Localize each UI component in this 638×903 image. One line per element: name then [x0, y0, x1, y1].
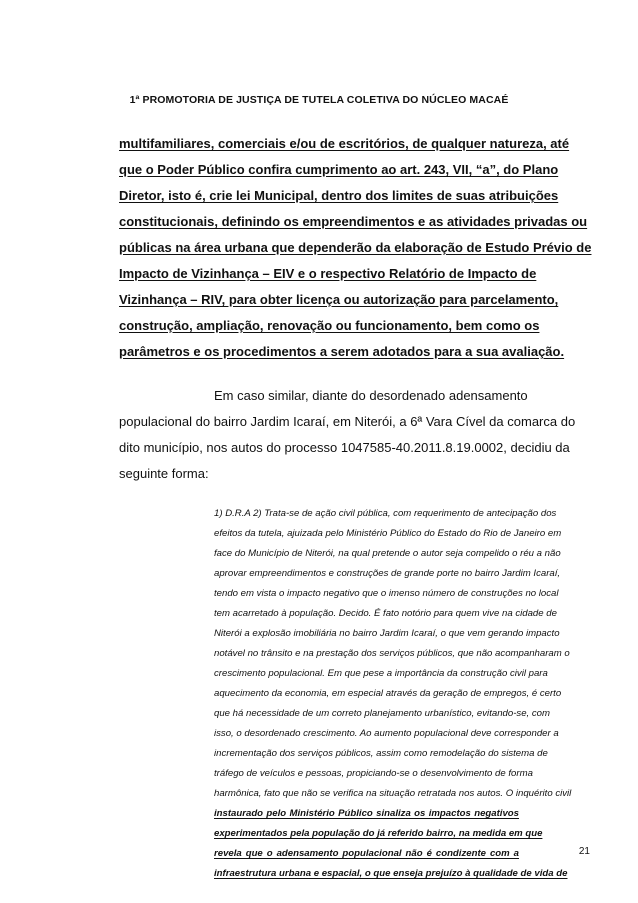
- quote-line-emphasis: instaurado pelo Ministério Público sinaliza os impactos negativos: [214, 808, 519, 819]
- text-line: seguinte forma:: [119, 466, 209, 481]
- quote-line: crescimento populacional. Em que pese a importância da construção civil para: [214, 668, 548, 679]
- page-header: 1ª PROMOTORIA DE JUSTIÇA DE TUTELA COLETIVA DO NÚCLEO MACAÉ: [129, 94, 509, 106]
- quote-line: face do Município de Niterói, na qual pretende o autor seja compelido o réu a não: [214, 548, 561, 559]
- quote-line: aquecimento da economia, em especial através da geração de empregos, é certo: [214, 688, 562, 699]
- text-line: que o Poder Público confira cumprimento ao art. 243, VII, “a”, do Plano: [119, 162, 559, 177]
- quote-line-emphasis: experimentados pela população do já referido bairro, na medida em que: [214, 828, 543, 839]
- quote-line: Niterói a explosão imobiliária no bairro Jardim Icaraí, o que vem gerando impacto: [214, 628, 560, 639]
- text-line: Vizinhança – RIV, para obter licença ou autorização para parcelamento,: [119, 292, 559, 307]
- quote-line-emphasis: revela que o adensamento populacional não é condizente com a: [214, 848, 519, 859]
- quote-line: 1) D.R.A 2) Trata-se de ação civil pública, com requerimento de antecipação dos: [214, 508, 557, 519]
- text-line: Impacto de Vizinhança – EIV e o respectivo Relatório de Impacto de: [119, 266, 537, 281]
- quote-line: que há necessidade de um correto planejamento urbanístico, evitando-se, com: [214, 708, 550, 719]
- quote-line: tendo em vista o impacto negativo que o imenso número de construções no local: [214, 588, 559, 599]
- text-line: Diretor, isto é, crie lei Municipal, dentro dos limites de suas atribuições: [119, 188, 559, 203]
- quote-line: incrementação dos serviços públicos, assim como remodelação do sistema de: [214, 748, 548, 759]
- quote-line: aprovar empreendimentos e construções de grande porte no bairro Jardim Icaraí,: [214, 568, 561, 579]
- text-line: públicas na área urbana que dependerão da elaboração de Estudo Prévio de: [119, 240, 592, 255]
- text-line: populacional do bairro Jardim Icaraí, em Niterói, a 6ª Vara Cível da comarca do: [119, 414, 576, 429]
- text-line: construção, ampliação, renovação ou funcionamento, bem como os: [119, 318, 540, 333]
- text-line: Em caso similar, diante do desordenado adensamento: [214, 388, 528, 403]
- text-line: multifamiliares, comerciais e/ou de escritórios, de qualquer natureza, até: [119, 136, 570, 151]
- page-number: 21: [578, 846, 590, 857]
- quote-line: tráfego de veículos e pessoas, propiciando-se o desenvolvimento de forma: [214, 768, 533, 779]
- text-line: parâmetros e os procedimentos a serem adotados para a sua avaliação.: [119, 344, 565, 359]
- quote-line: notável no trânsito e na prestação dos serviços públicos, que não acompanharam o: [214, 648, 570, 659]
- text-line: constitucionais, definindo os empreendimentos e as atividades privadas ou: [119, 214, 588, 229]
- quote-line-emphasis: infraestrutura urbana e espacial, o que enseja prejuízo à qualidade de vida de: [214, 868, 568, 879]
- quote-line: harmônica, fato que não se verifica na situação retratada nos autos. O inquérito civil: [214, 788, 572, 799]
- quote-line: isso, o desordenado crescimento. Ao aumento populacional deve corresponder a: [214, 728, 559, 739]
- text-line: dito município, nos autos do processo 1047585-40.2011.8.19.0002, decidiu da: [119, 440, 570, 455]
- quote-line: efeitos da tutela, ajuizada pelo Ministério Público do Estado do Rio de Janeiro em: [214, 528, 562, 539]
- quote-line: tem acarretado à população. Decido. É fato notório para quem vive na cidade de: [214, 608, 557, 619]
